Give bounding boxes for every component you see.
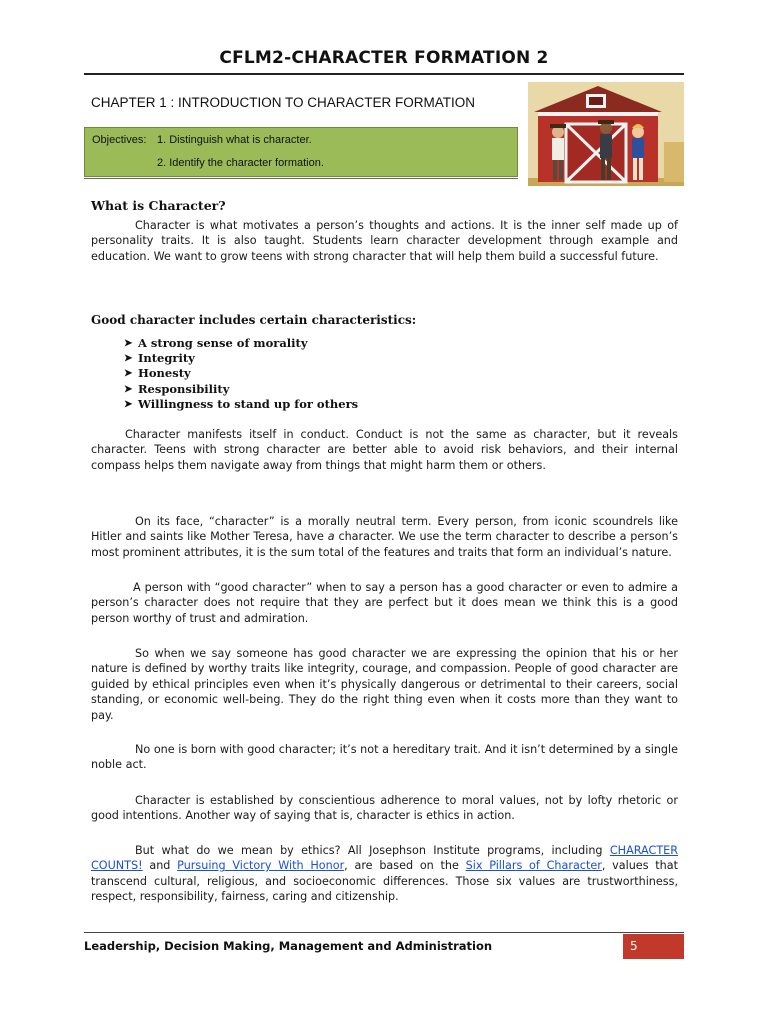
arrowhead-bullet-icon: ➤ bbox=[124, 338, 133, 349]
page-title: CFLM2-CHARACTER FORMATION 2 bbox=[219, 48, 549, 68]
characteristics-list bbox=[124, 336, 358, 412]
arrowhead-bullet-icon: ➤ bbox=[124, 398, 133, 410]
objectives-label: Objectives: bbox=[92, 134, 147, 146]
list-item: ➤ A strong sense of morality bbox=[124, 336, 308, 350]
page-number: 5 bbox=[623, 934, 684, 959]
title-rule bbox=[84, 73, 684, 75]
objectives-underline bbox=[84, 178, 518, 179]
paragraph-good-character: A person with “good character” when to say a person has a good character or even to admire a person’s character does not require that they are perfect but it does mean we think this is a good person worthy of trust and admiration. bbox=[91, 581, 678, 625]
section-heading: What is Character? bbox=[91, 198, 226, 213]
paragraph-conduct: Character manifests itself in conduct. Conduct is not the same as character, but it reveals character. Teens with strong character are better able to avoid risk behaviors, and their internal compass helps them navigate away from things that might harm them or others. bbox=[91, 428, 678, 472]
six-pillars-link[interactable]: Six Pillars of Character bbox=[465, 859, 602, 873]
chapter-heading: CHAPTER 1 : INTRODUCTION TO CHARACTER FORMATION bbox=[91, 95, 476, 110]
paragraph-worthy-traits: So when we say someone has good character we are expressing the opinion that his or her nature is defined by worthy traits like integrity, courage, and compassion. People of good character are guided by ethical principles even when it’s physically dangerous or detrimental to their careers, social standing, or economic well-being. They do the right thing even when it costs more than they want to pay. bbox=[91, 647, 678, 722]
list-item: ➤ Responsibility bbox=[124, 381, 230, 396]
objectives-box bbox=[84, 127, 518, 177]
paragraph-neutral-term: On its face, “character” is a morally neutral term. Every person, from iconic scoundrels like Hitler and saints like Mother Teresa, have a character. We use the term character to describe a person’s most prominent attributes, it is the sum total of the features and traits that form an individual’s nature. bbox=[91, 515, 678, 559]
characteristics-heading: Good character includes certain characteristics: bbox=[91, 313, 417, 327]
paragraph-ethics-in-action: Character is established by conscientious adherence to moral values, not by lofty rhetoric or good intentions. Another way of saying that is, character is ethics in action. bbox=[91, 794, 678, 823]
arrowhead-bullet-icon: ➤ bbox=[124, 368, 133, 380]
objective-item-2: 2. Identify the character formation. bbox=[157, 157, 324, 169]
footer-text: Leadership, Decision Making, Management and Administration bbox=[84, 939, 493, 953]
list-item: ➤ Honesty bbox=[124, 366, 191, 381]
intro-paragraph: Character is what motivates a person’s thoughts and actions. It is the inner self made up of personality traits. It is also taught. Students learn character development through example and education. We want to grow teens with strong character that will help them build a successful future. bbox=[91, 219, 678, 263]
footer-rule bbox=[84, 932, 684, 933]
paragraph-six-pillars: But what do we mean by ethics? All Josephson Institute programs, including CHARACTER COUNTS! and Pursuing Victory With Honor, are based on the Six Pillars of Character, values that transcend cultural, religious, and socioeconomic differences. Those six values are trustworthiness, respect, responsibility, fairness, caring and citizenship. bbox=[91, 844, 678, 904]
arrowhead-bullet-icon: ➤ bbox=[124, 383, 133, 395]
paragraph-not-born: No one is born with good character; it’s not a hereditary trait. And it isn’t determined by a single noble act. bbox=[91, 743, 678, 772]
arrowhead-bullet-icon: ➤ bbox=[124, 353, 133, 365]
objective-item-1: 1. Distinguish what is character. bbox=[157, 134, 312, 146]
list-item: ➤ Willingness to stand up for others bbox=[124, 396, 359, 411]
list-item: ➤ Integrity bbox=[124, 351, 195, 366]
barn-characters-illustration bbox=[528, 82, 684, 186]
character-counts-link[interactable]: CHARACTER COUNTS! bbox=[91, 844, 678, 873]
pursuing-victory-link[interactable]: Pursuing Victory With Honor bbox=[177, 859, 345, 873]
